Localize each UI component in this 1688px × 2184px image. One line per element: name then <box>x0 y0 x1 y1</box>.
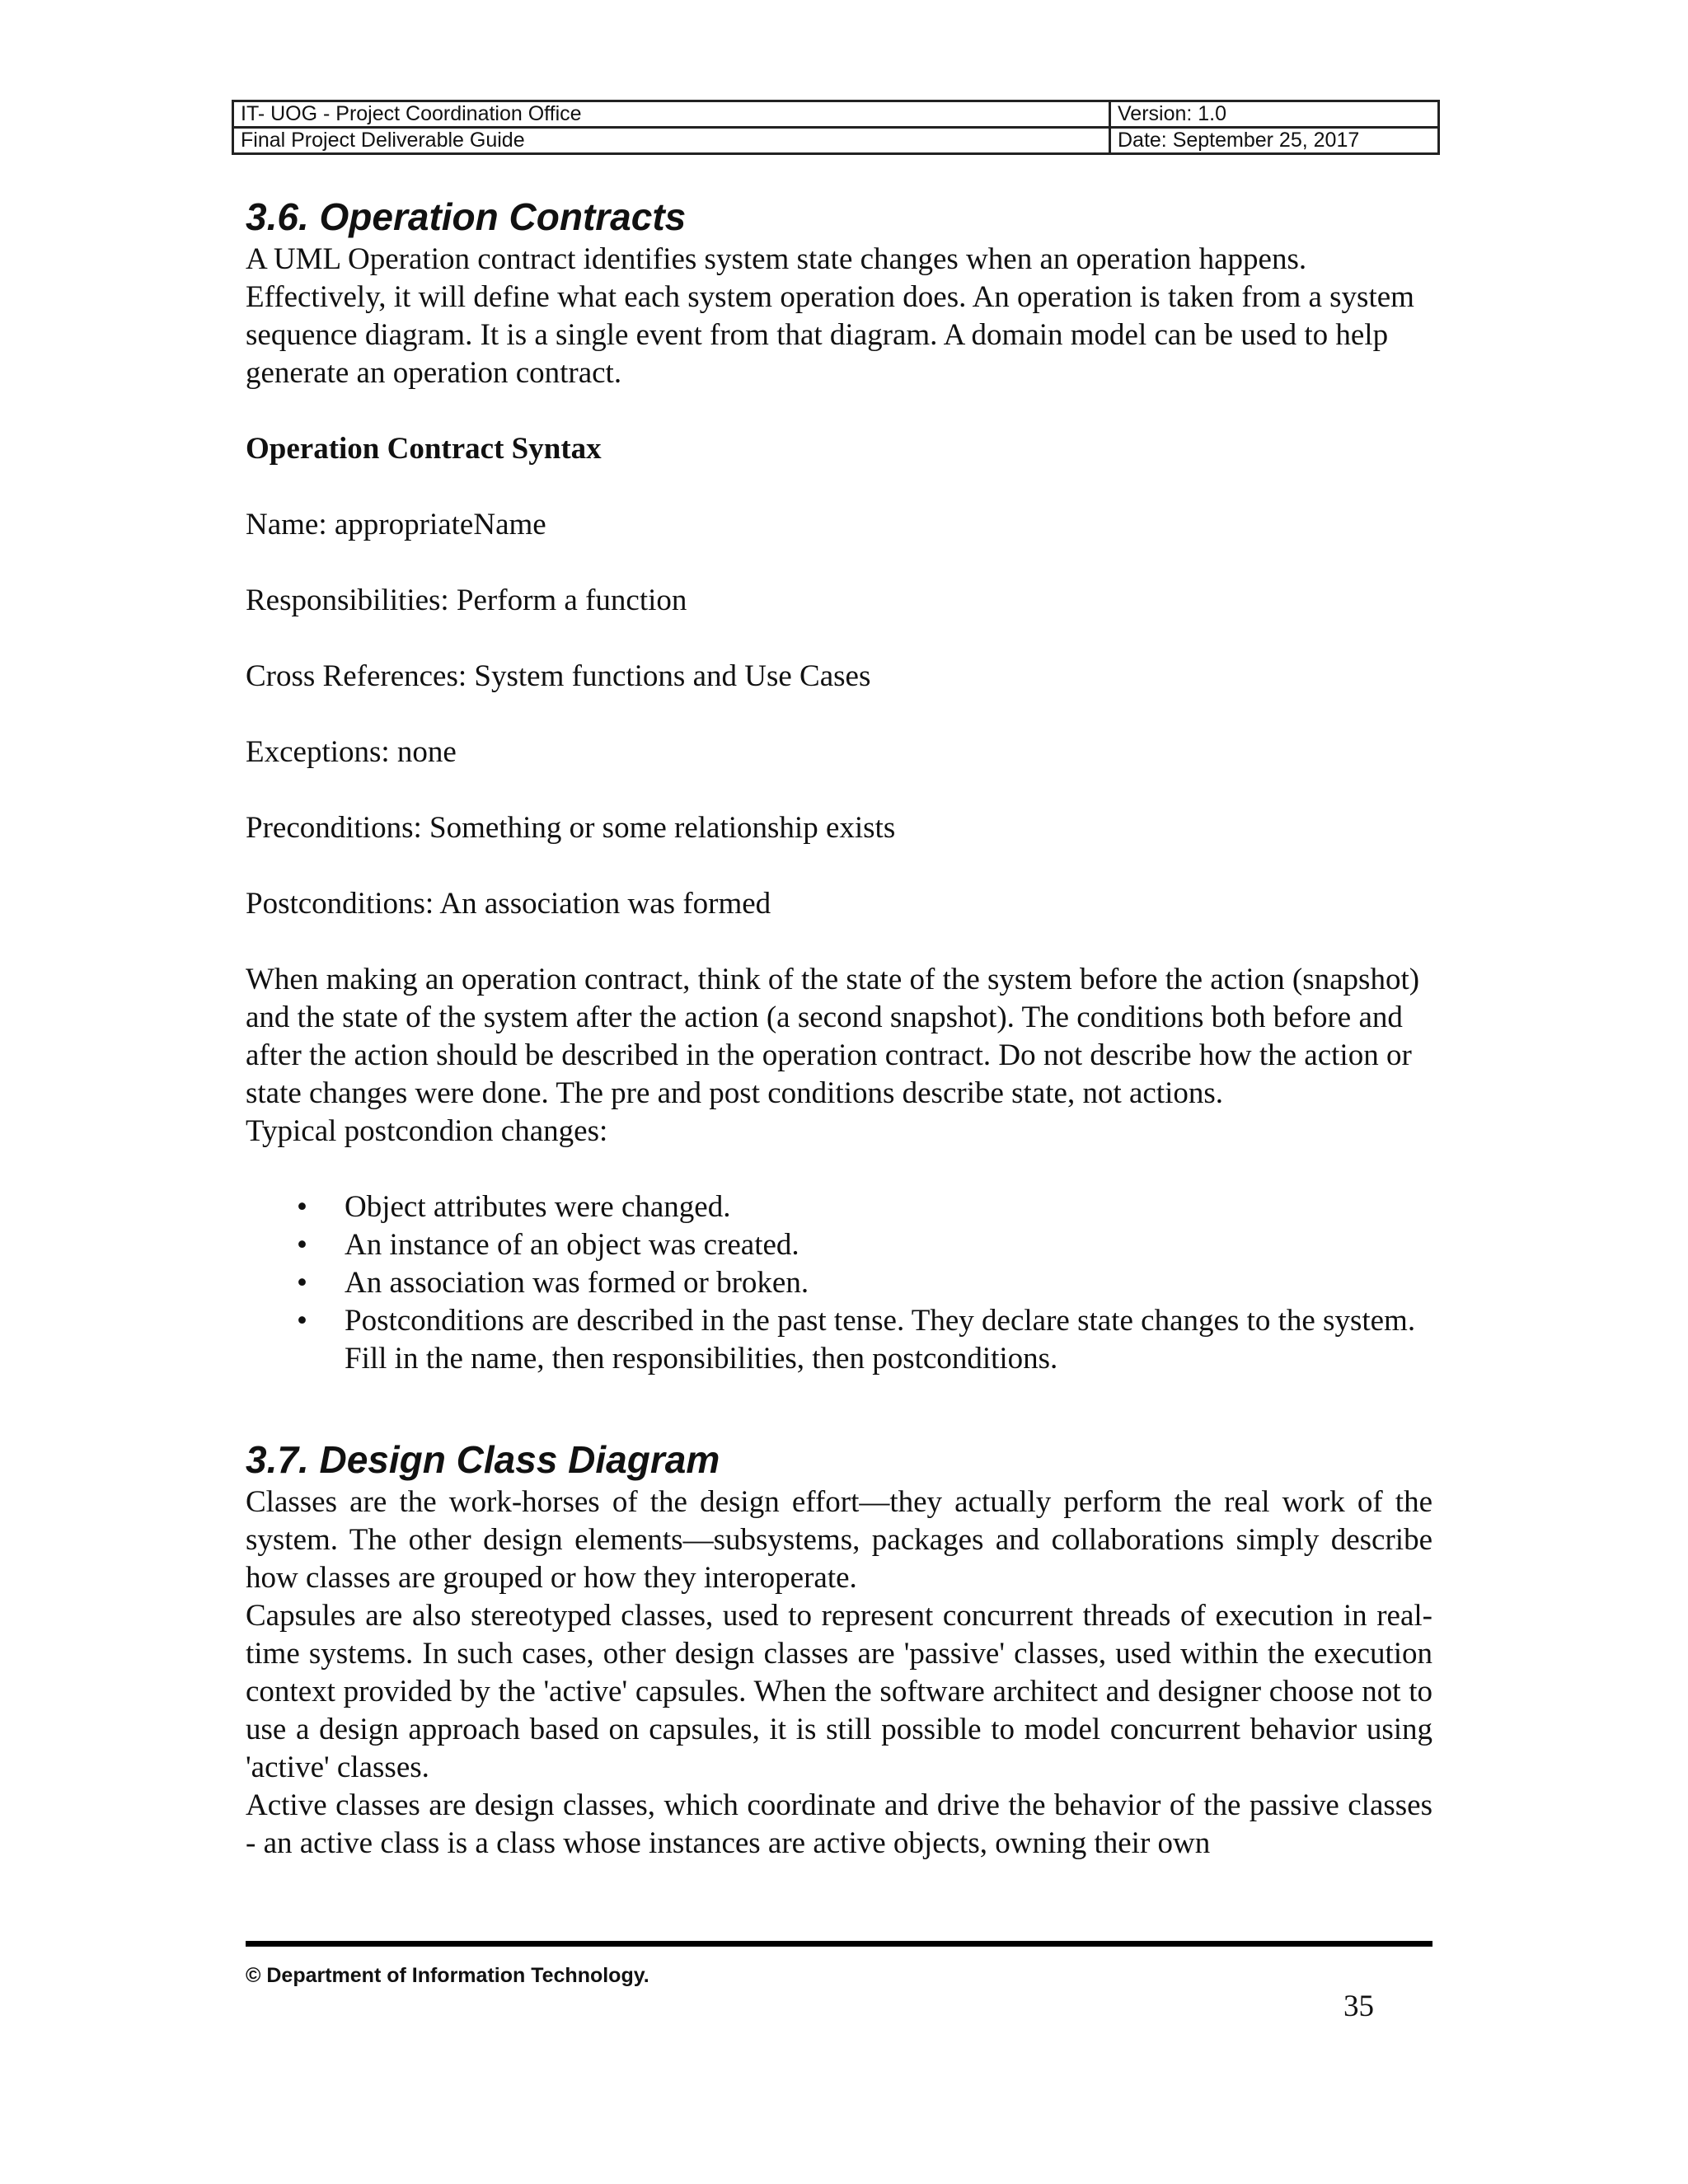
list-item: • An instance of an object was created. <box>246 1226 1432 1264</box>
section-3-7-paragraph-1: Classes are the work-horses of the design effort—they actually perform the real work of the system. The other design elements—subsystems, packages and collaborations simply describe how classes are grouped or how they interoperate. <box>246 1485 1432 1595</box>
page-content <box>246 193 1432 1863</box>
syntax-responsibilities: Responsibilities: Perform a function <box>246 583 687 617</box>
syntax-postconditions: Postconditions: An association was formed <box>246 887 771 921</box>
section-3-6-intro: A UML Operation contract identifies system state changes when an operation happens. Effectively, it will define what each system operation does. An operation is taken from a system sequence diagram. It is a single event from that diagram. A domain model can be used to help generate an operation contract. <box>246 242 1414 390</box>
section-heading-3-7: 3.7. Design Class Diagram <box>246 1438 720 1481</box>
section-3-7-paragraph-2: Capsules are also stereotyped classes, used to represent concurrent threads of execution in real-time systems. In such cases, other design classes are 'passive' classes, used within the execution context provided by the 'active' capsules. When the software architect and designer choose not to use a design approach based on capsules, it is still possible to model concurrent behavior using 'active' classes. <box>246 1599 1432 1784</box>
page-number: 35 <box>1343 1990 1374 2023</box>
syntax-preconditions: Preconditions: Something or some relationship exists <box>246 811 896 845</box>
header-doc-title: Final Project Deliverable Guide <box>233 128 1110 154</box>
footer-divider <box>246 1941 1432 1947</box>
list-item: • Object attributes were changed. <box>246 1188 1432 1226</box>
contract-paragraph: When making an operation contract, think of the state of the system before the action (snapshot) and the state of the system after the action (a second snapshot). The conditions both before and after the action should be described in the operation contract. Do not describe how the action or state changes were done. The pre and post conditions describe state, not actions. <box>246 963 1420 1110</box>
section-heading-3-6: 3.6. Operation Contracts <box>246 195 687 238</box>
list-item: • Postconditions are described in the past tense. They declare state changes to the system. Fill in the name, then responsibilities, then postconditions. <box>246 1302 1432 1378</box>
typical-changes-label: Typical postcondion changes: <box>246 1114 608 1148</box>
syntax-name: Name: appropriateName <box>246 508 546 541</box>
syntax-cross-references: Cross References: System functions and Use Cases <box>246 659 871 693</box>
syntax-exceptions: Exceptions: none <box>246 735 457 769</box>
syntax-title: Operation Contract Syntax <box>246 432 602 466</box>
footer-copyright: © Department of Information Technology. <box>246 1964 649 1987</box>
postcondition-list <box>246 1188 1432 1378</box>
section-3-7-paragraph-3: Active classes are design classes, which coordinate and drive the behavior of the passive classes - an active class is a class whose instances are active objects, owning their own <box>246 1788 1432 1860</box>
header-version: Version: 1.0 <box>1110 101 1439 128</box>
list-item: • An association was formed or broken. <box>246 1264 1432 1302</box>
header-date: Date: September 25, 2017 <box>1110 128 1439 154</box>
header-org: IT- UOG - Project Coordination Office <box>233 101 1110 128</box>
document-header <box>232 100 1440 155</box>
